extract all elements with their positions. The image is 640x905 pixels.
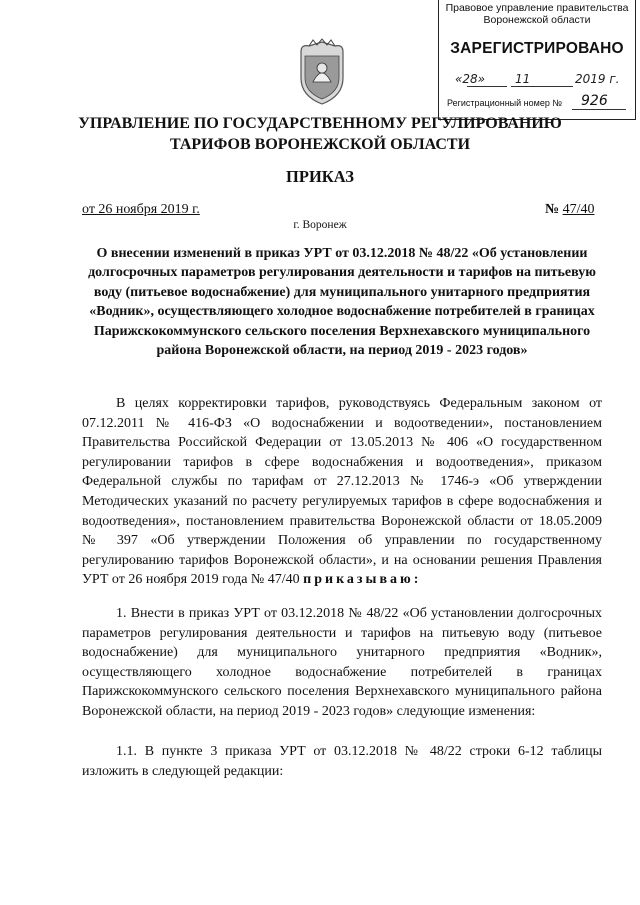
clause-1-paragraph: 1. Внести в приказ УРТ от 03.12.2018 № 48/22 «Об установлении долгосрочных параметров регулирования деятельности и тарифов на питьевую воду (питьевое водоснабжение) для муниципального унитарного предприятия «Водник», осуществляющего холодное водоснабжение потребителей в границах Парижскокоммунского сельского поселения Верхнехавского муниципального района Воронежской области, на период 2019 - 2023 годов» следующие изменения:	[82, 606, 602, 719]
registration-stamp	[438, 0, 636, 120]
organization-title: УПРАВЛЕНИЕ ПО ГОСУДАРСТВЕННОМУ РЕГУЛИРОВАНИЮ ТАРИФОВ ВОРОНЕЖСКОЙ ОБЛАСТИ	[78, 115, 562, 153]
clause-1-1-paragraph: 1.1. В пункте 3 приказа УРТ от 03.12.2018 № 48/22 строки 6-12 таблицы изложить в следующей редакции:	[82, 744, 602, 779]
order-subject: О внесении изменений в приказ УРТ от 03.12.2018 № 48/22 «Об установлении долгосрочных параметров регулирования деятельности и тарифов на питьевую воду (питьевое водоснабжение) для муниципального унитарного предприятия «Водник», осуществляющего холодное водоснабжение потребителей в границах Парижскокоммунского сельского поселения Верхнехавского муниципального района Воронежской области, на период 2019 - 2023 годов»	[88, 246, 596, 359]
stamp-date-year: 2019 г.	[575, 72, 620, 86]
preamble-paragraph: В целях корректировки тарифов, руководствуясь Федеральным законом от 07.12.2011 № 416-ФЗ «О водоснабжении и водоотведении», постановлением Правительства Российской Федерации от 13.05.2013 № 406 «О государственном регулировании тарифов в сфере водоснабжения и водоотведения», приказом Федеральной службы по тарифам от 27.12.2013 № 1746-э «Об утверждении Методических указаний по расчету регулируемых тарифов в сфере водоснабжения и водоотведения», постановлением правительства Воронежской области от 18.05.2009 № 397 «Об утверждении Положения об управлении по государственному регулированию тарифов Воронежской области», и на основании решения Правления УРТ от 26 ноября 2019 года № 47/40 приказываю:	[82, 396, 602, 588]
stamp-reg-number	[447, 93, 627, 109]
order-directive: приказываю:	[303, 572, 422, 588]
document-type-title: ПРИКАЗ	[286, 167, 354, 186]
order-number	[545, 202, 594, 218]
stamp-date-day: «28»	[455, 72, 486, 86]
stamp-month-underline	[511, 86, 573, 87]
stamp-date-month: 11	[515, 72, 531, 86]
order-number-prefix: №	[545, 202, 563, 217]
stamp-organization: Правовое управление правительства Воронежской области	[445, 2, 629, 26]
stamp-registered-label: ЗАРЕГИСТРИРОВАНО	[450, 40, 624, 57]
stamp-date-underline	[467, 86, 507, 87]
stamp-reg-number-label: Регистрационный номер №	[447, 98, 563, 108]
order-number-value: 47/40	[562, 202, 595, 217]
order-city: г. Воронеж	[293, 219, 347, 231]
order-date: от 26 ноября 2019 г.	[82, 202, 200, 217]
coat-of-arms-icon	[295, 38, 349, 106]
stamp-date	[455, 72, 630, 90]
stamp-number-underline	[572, 109, 626, 110]
stamp-reg-number-value: 926	[581, 93, 608, 109]
